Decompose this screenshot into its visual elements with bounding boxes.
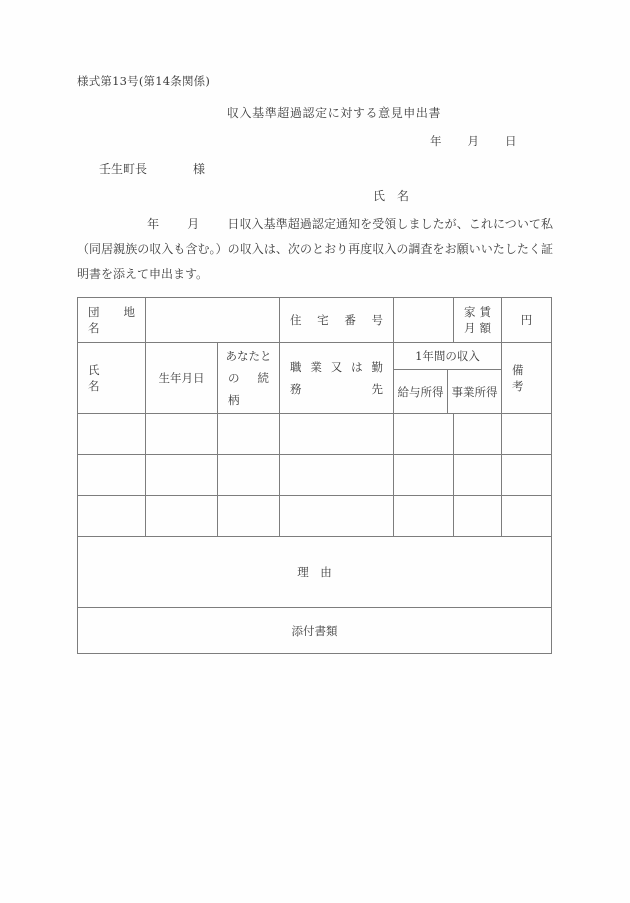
header-remarks: 備 考 [502, 343, 552, 414]
header-business-income: 事業所得 [451, 384, 498, 399]
date-year-label: 年 [430, 134, 442, 148]
header-birthdate: 生年月日 [146, 343, 218, 414]
cell-salary-income[interactable] [394, 414, 454, 455]
estate-name-value[interactable] [146, 298, 280, 343]
date-month-label: 月 [467, 134, 479, 148]
cell-birthdate[interactable] [146, 414, 218, 455]
body-date-year: 年 [147, 217, 160, 231]
cell-occupation[interactable] [280, 414, 394, 455]
rent-amount-label: 家賃月額 [454, 298, 502, 343]
table-row [78, 414, 552, 455]
cell-birthdate[interactable] [146, 496, 218, 537]
addressee-name: 壬生町長 [99, 162, 148, 176]
table-row-attachments [78, 608, 552, 654]
table-row [78, 496, 552, 537]
table-row-reason [78, 537, 552, 608]
cell-business-income[interactable] [454, 455, 502, 496]
cell-business-income[interactable] [454, 496, 502, 537]
cell-remarks[interactable] [502, 455, 552, 496]
attachments-field[interactable] [78, 608, 552, 654]
cell-salary-income[interactable] [394, 496, 454, 537]
table-row [78, 455, 552, 496]
table-header-row [78, 343, 552, 414]
body-date-month: 月 [187, 217, 200, 231]
applicant-name-label: 氏 名 [372, 189, 409, 203]
cell-remarks[interactable] [502, 414, 552, 455]
date-day-label: 日 [505, 134, 517, 148]
body-statement: 日収入基準超過認定通知を受領しましたが、これについて私（同居親族の収入も含む。）の収入は、次のとおり再度収入の調査をお願いいたしたく証明書を添えて申出ます。 [77, 217, 553, 281]
house-number-label: 住 宅 番 号 [280, 298, 394, 343]
cell-business-income[interactable] [454, 414, 502, 455]
header-relation: あなたと の 続 柄 [218, 343, 280, 414]
cell-relation[interactable] [218, 455, 280, 496]
cell-name[interactable] [78, 496, 146, 537]
reason-field[interactable] [78, 537, 552, 608]
rent-amount-unit[interactable]: 円 [502, 298, 552, 343]
header-annual-income [394, 343, 502, 414]
cell-occupation[interactable] [280, 455, 394, 496]
header-name: 氏 名 [78, 343, 146, 414]
cell-birthdate[interactable] [146, 455, 218, 496]
header-annual-income-label: 1年間の収入 [394, 343, 501, 370]
cell-relation[interactable] [218, 414, 280, 455]
estate-name-label: 団 地 名 [78, 298, 146, 343]
income-declaration-table [77, 297, 552, 654]
date-line [430, 133, 517, 149]
header-occupation: 職 業 又 は 勤 務 先 [280, 343, 394, 414]
house-number-value[interactable] [394, 298, 454, 343]
cell-relation[interactable] [218, 496, 280, 537]
cell-occupation[interactable] [280, 496, 394, 537]
cell-name[interactable] [78, 414, 146, 455]
attachments-label: 添付書類 [291, 623, 338, 638]
reason-label: 理 由 [297, 565, 332, 579]
table-row-property [78, 298, 552, 343]
body-paragraph [77, 212, 553, 287]
cell-salary-income[interactable] [394, 455, 454, 496]
header-salary-income: 給与所得 [394, 370, 448, 413]
addressee [99, 160, 205, 177]
document-title: 収入基準超過認定に対する意見申出書 [226, 106, 442, 120]
cell-remarks[interactable] [502, 496, 552, 537]
form-number: 様式第13号(第14条関係) [77, 74, 211, 88]
addressee-honorific: 様 [193, 162, 206, 176]
cell-name[interactable] [78, 455, 146, 496]
